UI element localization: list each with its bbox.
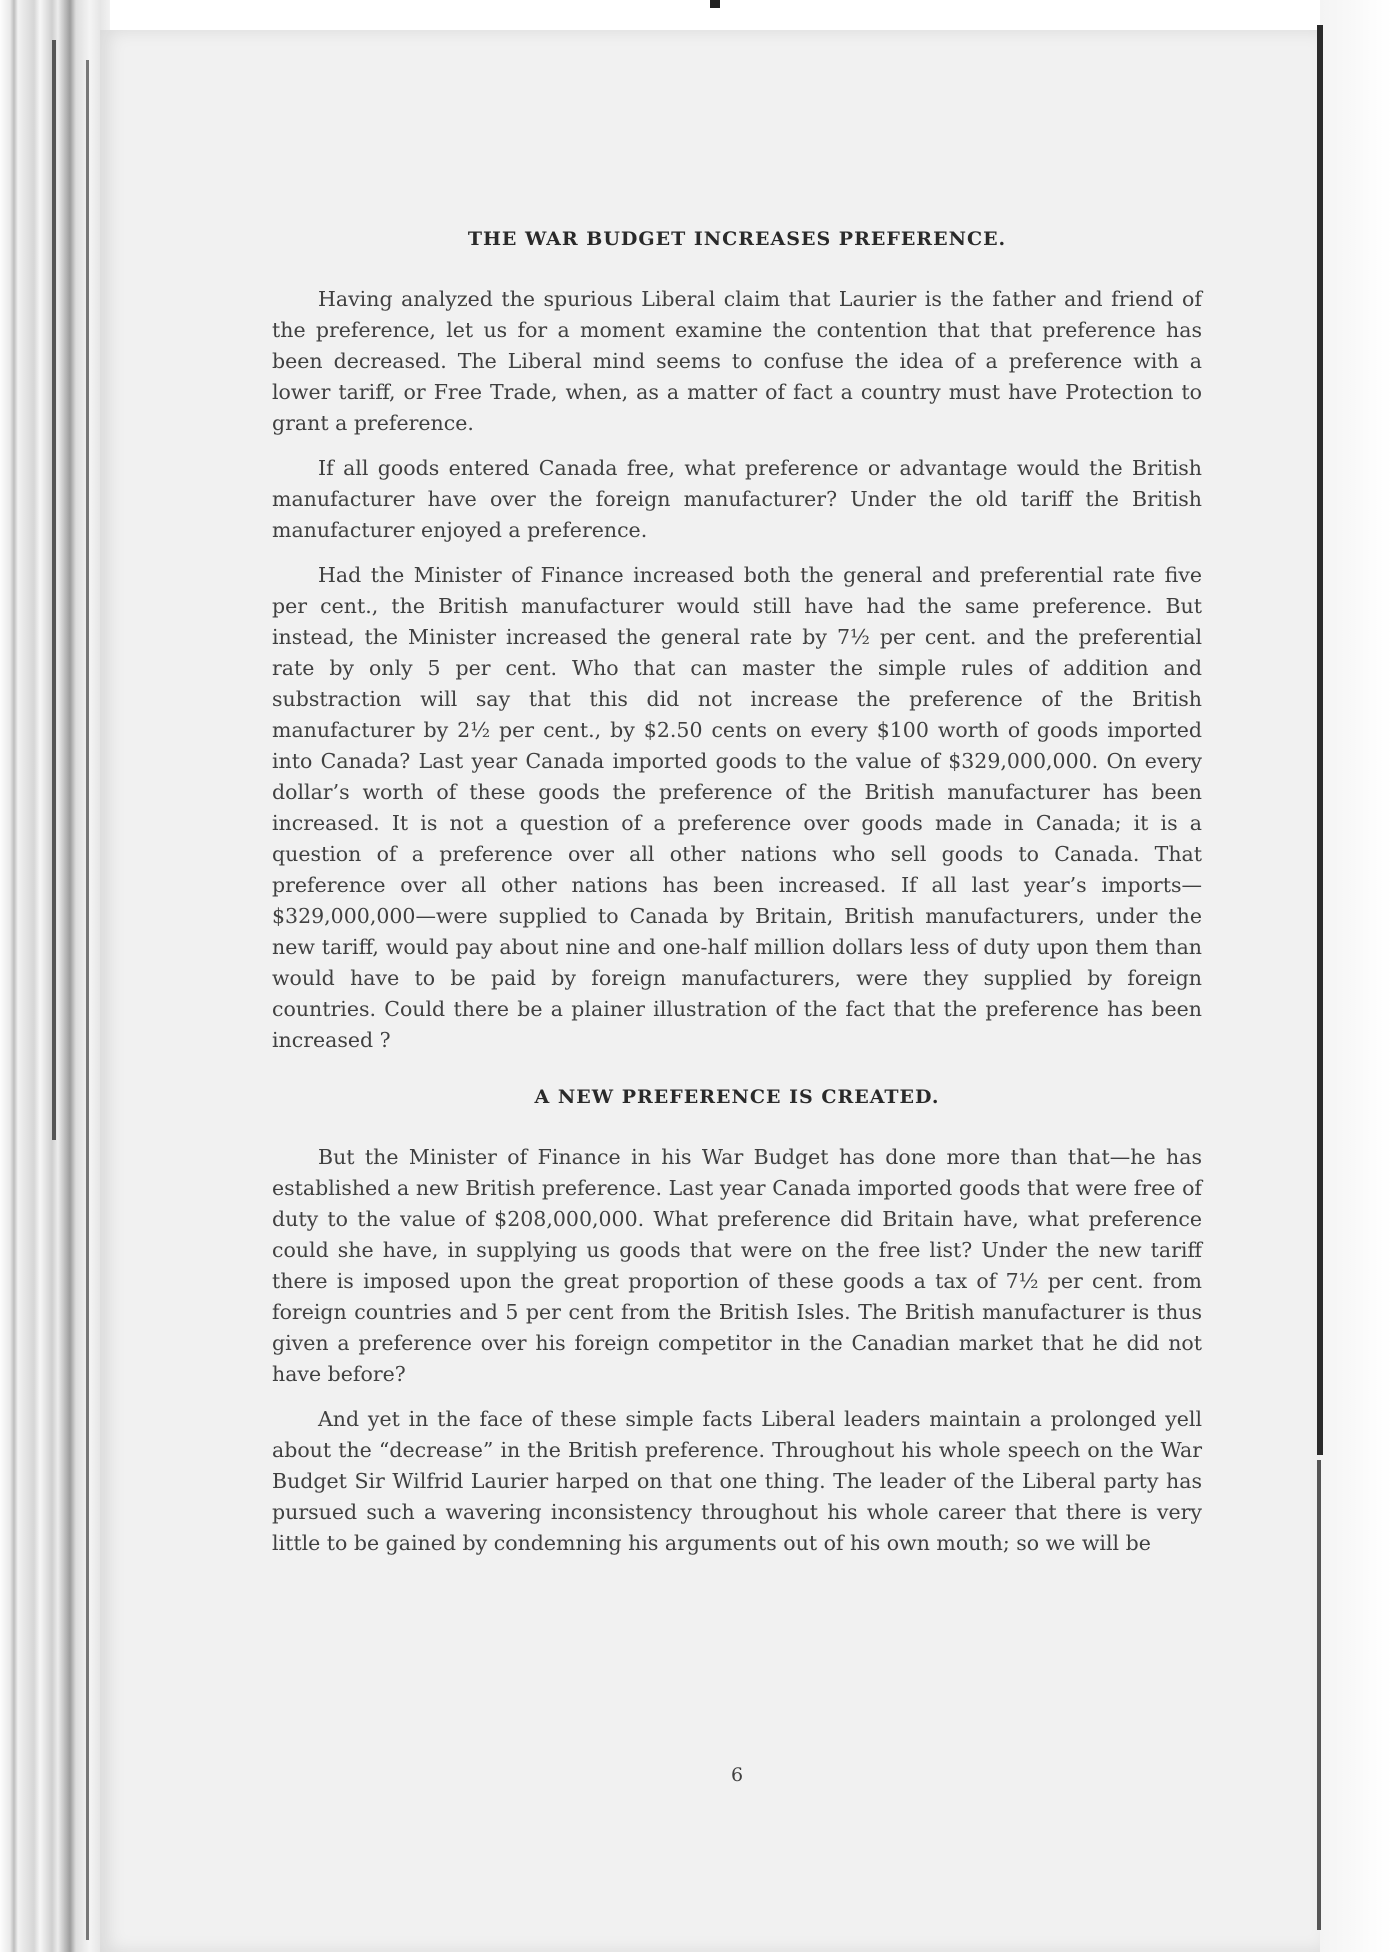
page-content (272, 228, 1202, 1786)
paragraph: Having analyzed the spurious Liberal claim that Laurier is the father and friend of the preference, let us for a moment examine the contention that that preference has been decreased. The Liberal mind seems to confuse the idea of a preference with a lower tariff, or Free Trade, when, as a matter of fact a country must have Protection to grant a preference. (272, 287, 1202, 435)
page-number: 6 (730, 1764, 744, 1786)
page-edge-line (86, 60, 89, 1940)
page-edge-line (1317, 25, 1323, 1455)
section-heading: A NEW PREFERENCE IS CREATED. (534, 1086, 940, 1108)
page-edge-line (1317, 1460, 1321, 1930)
page-right-margin (1320, 0, 1392, 1952)
page-edge-line (52, 40, 56, 1140)
paragraph: And yet in the face of these simple facts Liberal leaders maintain a prolonged yell about the “decrease” in the British preference. Throughout his whole speech on the War Budget Sir Wilfrid Laurier harped on that one thing. The leader of the Liberal party has pursued such a wavering inconsistency throughout his whole career that there is very little to be gained by condemning his arguments out of his own mouth; so we will be (272, 1407, 1202, 1555)
paragraph: If all goods entered Canada free, what preference or advantage would the British manufacturer have over the foreign manufacturer? Under the old tariff the British manufacturer enjoyed a preference. (272, 456, 1202, 542)
section-heading: THE WAR BUDGET INCREASES PREFERENCE. (467, 228, 1007, 250)
scan-mark (710, 0, 720, 8)
book-edge (0, 0, 110, 1952)
paragraph: Had the Minister of Finance increased both the general and preferential rate five per cent., the British manufacturer would still have had the same preference. But instead, the Minister increased the general rate by 7½ per cent. and the preferential rate by only 5 per cent. Who that can master the simple rules of addition and substraction will say that this did not increase the preference of the British manufacturer by 2½ per cent., by $2.50 cents on every $100 worth of goods imported into Canada? Last year Canada imported goods to the value of $329,000,000. On every dollar’s worth of these goods the preference of the British manufacturer has been increased. It is not a question of a preference over goods made in Canada; it is a question of a preference over all other nations who sell goods to Canada. That preference over all other nations has been increased. If all last year’s imports—$329,000,000—were supplied to Canada by Britain, British manufacturers, under the new tariff, would pay about nine and one-half million dollars less of duty upon them than would have to be paid by foreign manufacturers, were they supplied by foreign countries. Could there be a plainer illustration of the fact that the preference has been increased ? (272, 563, 1202, 1052)
paragraph: But the Minister of Finance in his War Budget has done more than that—he has established a new British preference. Last year Canada imported goods that were free of duty to the value of $208,000,000. What preference did Britain have, what preference could she have, in supplying us goods that were on the free list? Under the new tariff there is imposed upon the great proportion of these goods a tax of 7½ per cent. from foreign countries and 5 per cent from the British Isles. The British manufacturer is thus given a preference over his foreign competitor in the Canadian market that he did not have before? (272, 1145, 1202, 1386)
